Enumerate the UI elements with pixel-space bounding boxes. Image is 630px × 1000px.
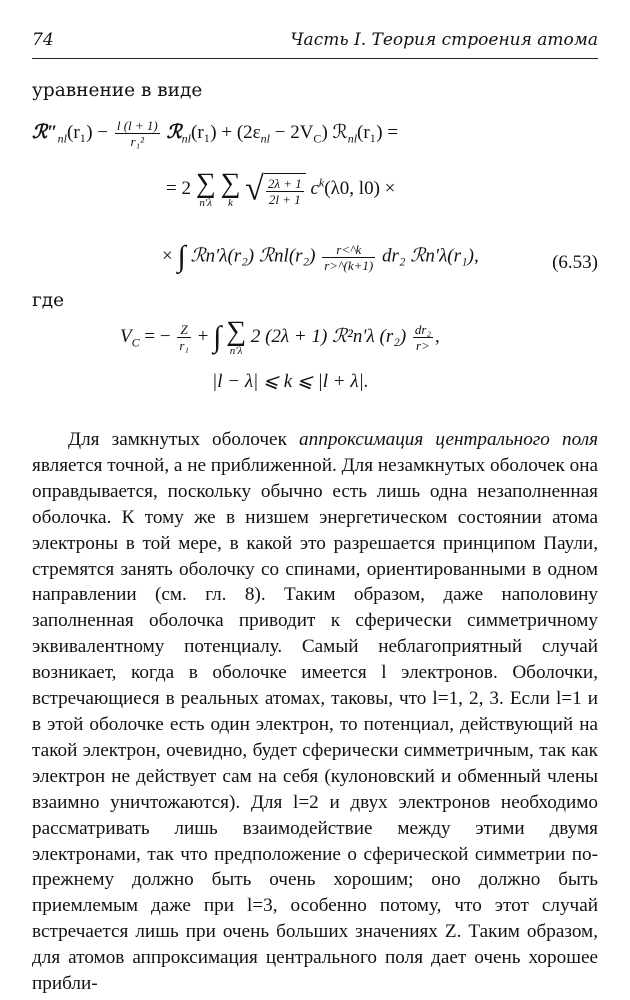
sum-k: ∑ k: [220, 168, 241, 209]
integral-sign: ∫: [177, 240, 186, 273]
equation-line-2: = 2 ∑ n′λ ∑ k √ $\frac{2\lambda + 1}{2l + 1}$ $c^k(\lambda 0$, l0) ×: [166, 168, 396, 209]
page-number: 74: [32, 30, 54, 50]
k-range-condition: |l − λ| ⩽ k ⩽ |l + λ|.: [212, 371, 369, 392]
sum-n-lambda-2: ∑ n′λ: [226, 316, 247, 357]
emphasis-term: аппроксимация центрального поля: [299, 429, 598, 450]
sqrt-radicand: $\frac{2\lambda + 1}{2l + 1}$: [264, 173, 306, 207]
page-header: [32, 30, 598, 54]
equation-line-3: × ∫ ℛn′λ(r₂) ℛnl(r₂) $\frac{r<\^{}k}{r>\^{}(k+1)}$ dr₂ ℛn′λ(r₁),: [162, 240, 479, 273]
where-word: где: [32, 290, 65, 311]
header-rule: [32, 58, 598, 59]
fraction-r-ratio: $\frac{r<\^{}k}{r>\^{}(k+1)}$: [324, 241, 374, 273]
fraction-l-term: $\frac{l (l + 1)}{\text{r₁²}}$: [116, 118, 158, 149]
intro-text: уравнение в виде: [32, 80, 203, 101]
equation-number: (6.53): [552, 252, 598, 273]
running-title: Часть I. Теория строения атома: [290, 30, 598, 50]
sum-n-lambda: ∑ n′λ: [195, 168, 216, 209]
vc-equation: $V_C$ = − $\frac{Z}{\text{r₁}}$ + ∫ ∑ n′λ 2 (2λ + 1) ℛ²n′λ (r₂) $\frac{\text{dr₂}}{r>}$ ,: [120, 316, 440, 357]
sqrt-sign: √: [245, 170, 264, 208]
equation-line-1: $ℛ''_{nl}(r_1)$ − $\frac{l (l + 1)}{\text{r₁²}}$ ℛ$_{nl}$(r₁) + $(2\varepsilon_{nl} - 2V_C)$ ℛ$_{nl}$(r₁) =: [32, 118, 399, 149]
main-paragraph: Для замкнутых оболочек аппроксимация центрального поля является точной, а не приближенной. Для незамкнутых оболочек она оправдывается, поскольку обычно есть лишь одна незаполненная оболочка. К тому же в низшем энергетическом состоянии атома электроны в той мере, в какой это разрешается принципом Паули, стремятся занять оболочку со спинами, ориентированными в одном направлении (см. гл. 8). Таким образом, даже наполовину заполненная оболочка приводит к сферически симметричному эквивалентному потенциалу. Самый неблагоприятный случай возникает, когда в оболочке имеется l электронов. Оболочки, встречающиеся в реальных атомах, таковы, что l=1, 2, 3. Если l=1 и в этой оболочке есть один электрон, то потенциал, действующий на такой электрон, очевидно, будет сферически симметричным, так как электрон не действует сам на себя (кулоновский и обменный члены взаимно уничтожаются). Для l=2 и двух электронов необходимо рассматривать лишь взаимодействие между этими двумя электронами, так что предположение о сферической симметрии по-прежнему должно быть очень хорошим; оно должно быть приемлемым даже при l=3, особенно потому, что этот случай встречается лишь при очень больших значениях Z. Таким образом, для атомов аппроксимация центрального поля дает очень хорошее прибли-: [32, 429, 599, 995]
integral-sign-2: ∫: [213, 320, 222, 354]
